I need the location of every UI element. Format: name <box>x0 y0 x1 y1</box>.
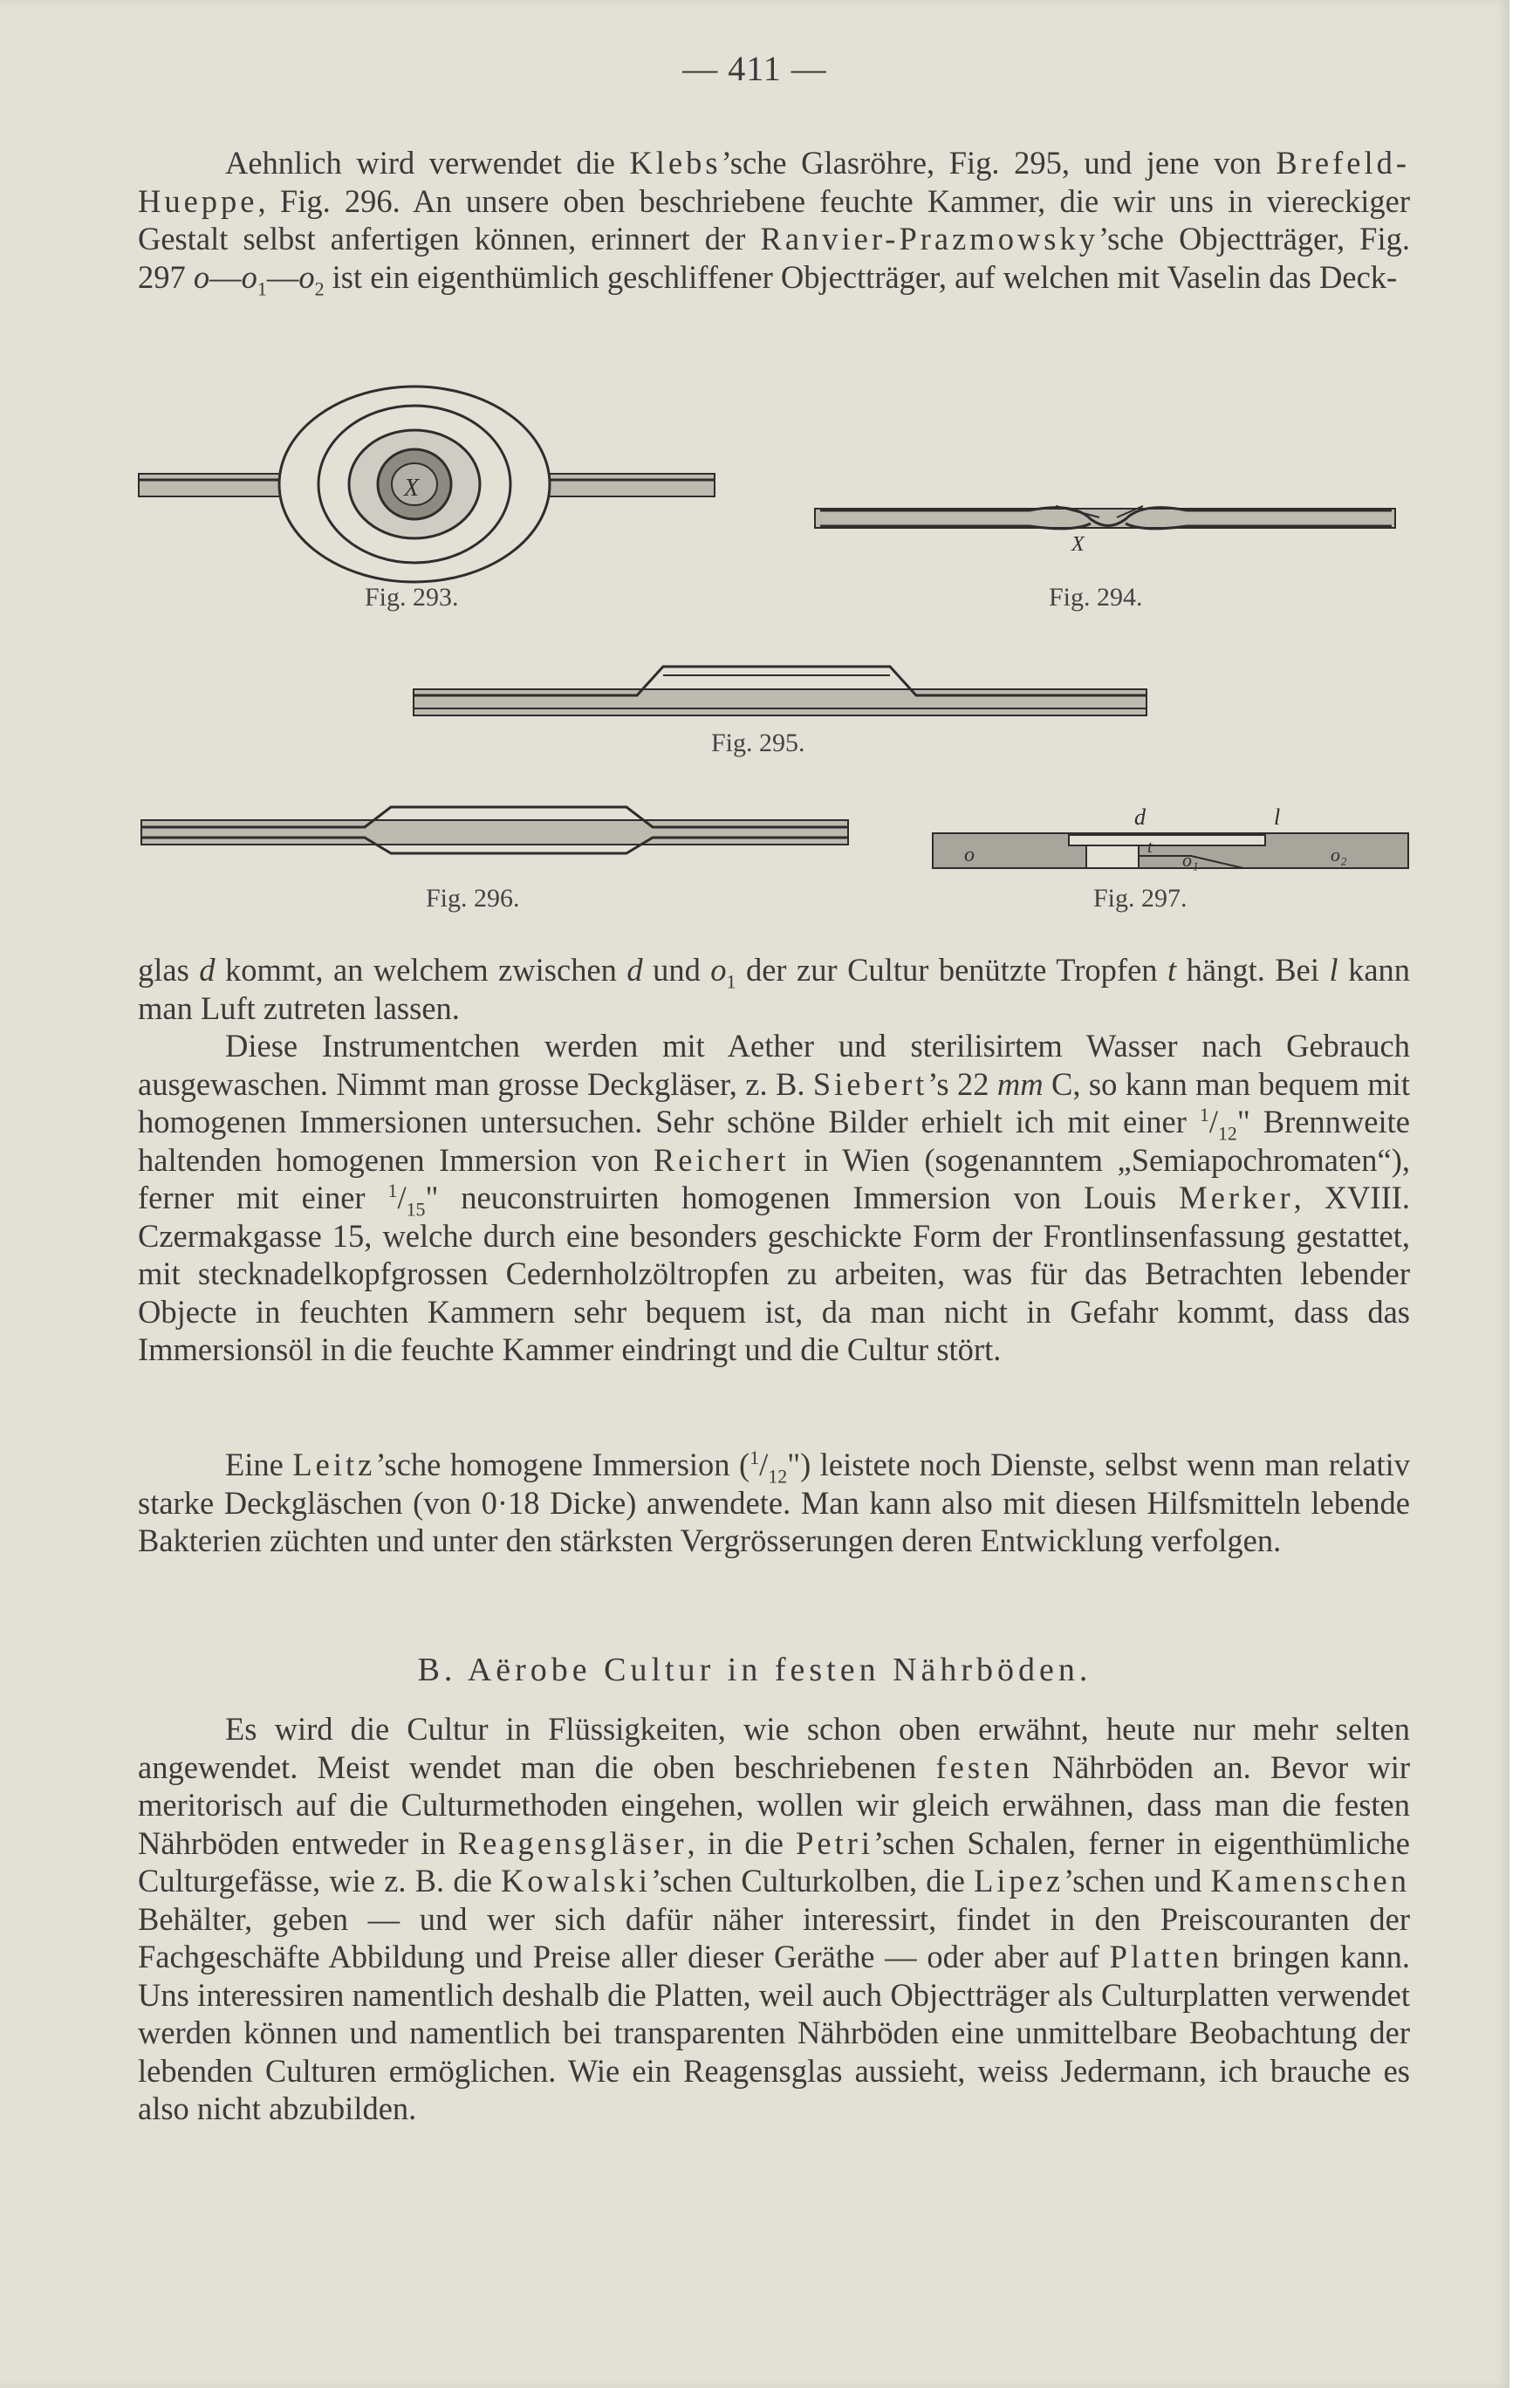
body-paragraph-1: glas d kommt, an welchem zwischen d und $o_1$ der zur Cultur benützte Tropfen t hängt. Bei l kann man Luft zutreten lassen. <box>138 952 1411 1026</box>
figure-297-diagram <box>929 798 1413 877</box>
figure-297-label-t: t <box>1147 838 1153 857</box>
figure-297-caption: Fig. 297. <box>1093 884 1188 913</box>
section-heading: B. Aërobe Cultur in festen Nährböden. <box>417 1652 1092 1688</box>
figure-294-caption: Fig. 294. <box>1049 583 1143 612</box>
figure-293-caption: Fig. 293. <box>365 583 459 612</box>
section-paragraph: Es wird die Cultur in Flüssigkeiten, wie schon oben erwähnt, heute nur mehr selten angewendet. Meist wendet man die oben beschriebenen festen Nährböden an. Bevor wir meritorisch auf die Culturmethoden eingehen, wollen wir gleich erwähnen, dass man die festen Nährböden entweder in Reagensgläser, in die Petri’schen Schalen, ferner in eigenthümliche Culturgefässe, wie z. B. die Kowalski’schen Culturkolben, die Lipez’schen und Kamenschen Behälter, geben — und wer sich dafür näher interessirt, findet in den Preiscouranten der Fachgeschäfte Abbildung und Preise aller dieser Geräthe — oder aber auf Platten bringen kann. Uns interessiren namentlich deshalb die Platten, weil auch Objectträger als Culturplatten verwendet werden können und namentlich bei transparenten Nährböden eine unmittelbare Beobachtung der lebenden Culturen ermöglichen. Wie ein Reagensglas aussieht, weiss Jedermann, ich brauche es also nicht abzubilden. <box>138 1711 1410 2126</box>
body-paragraph-3: Eine Leitz’sche homogene Immersion $(^1/_{12}")$ leistete noch Dienste, selbst wenn man relativ starke Deckgläschen (von 0·18 Dicke) anwendete. Man kann also mit diesen Hilfsmitteln lebende Bakterien züchten und unter den stärksten Vergrösserungen deren Entwicklung verfolgen. <box>138 1446 1410 1558</box>
intro-paragraph: Aehnlich wird verwendet die Klebs’sche Glasröhre, Fig. 295, und jene von Brefeld-Hueppe, Fig. 296. An unsere oben beschriebene feuchte Kammer, die wir uns in viereckiger Gestalt selbst anfertigen können, erinnert der Ranvier-Prazmowsky’sche Objectträger, Fig. 297 $o—o_1—o_2$ ist ein eigenthümlich geschliffener Objectträger, auf welchen mit Vaselin das Deck- <box>138 145 1410 299</box>
body-paragraph-2: Diese Instrumentchen werden mit Aether und sterilisirtem Wasser nach Gebrauch ausgewaschen. Nimmt man grosse Deckgläser, z. B. Siebert’s 22 mm C, so kann man bequem mit homogenen Immersionen untersuchen. Sehr schöne Bilder erhielt ich mit einer $^1/_{12}$" Brennweite haltenden homogenen Immersion von Reichert in Wien (sogenanntem „Semiapochromaten“), ferner mit einer $^1/_{15}$" neuconstruirten homogenen Immersion von Louis Merker, XVIII. Czermakgasse 15, welche durch eine besonders geschickte Form der Frontlinsenfassung gestattet, mit stecknadelkopfgrossen Cedernholzöltropfen zu arbeiten, was für das Betrachten lebender Objecte in feuchten Kammern sehr bequem ist, da man nicht in Gefahr kommt, dass das Immersionsöl in die feuchte Kammer eindringt und die Cultur stört. <box>138 1028 1411 1367</box>
figure-295-diagram <box>410 656 1152 724</box>
figure-294-diagram <box>811 484 1405 554</box>
figure-295-caption: Fig. 295. <box>711 729 805 757</box>
figure-297-label-d: d <box>1134 804 1146 830</box>
figure-296-diagram <box>138 803 853 872</box>
figure-293-diagram <box>135 384 729 585</box>
figure-294-label: X <box>1071 533 1085 554</box>
figure-296-caption: Fig. 296. <box>426 884 520 913</box>
page-number: — 411 — <box>682 49 827 88</box>
figure-297-label-o2: o₂ <box>1331 844 1347 866</box>
figure-297-label-o: o <box>964 844 975 866</box>
figure-293-label: X <box>404 475 420 502</box>
figure-297-label-o1: o₁ <box>1182 849 1199 871</box>
figure-297-label-l: l <box>1274 804 1281 830</box>
